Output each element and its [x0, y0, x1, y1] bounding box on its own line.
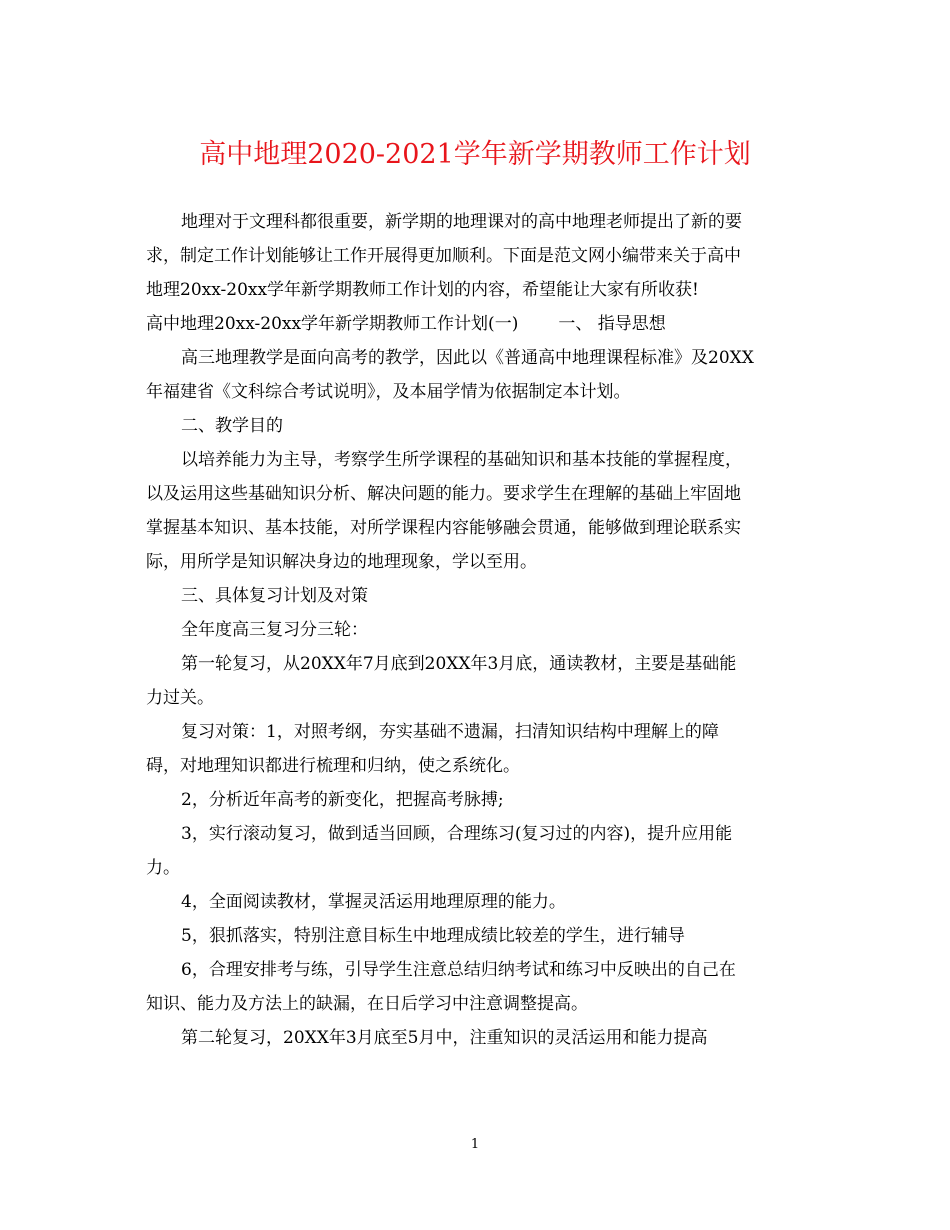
list-item: 5，狠抓落实，特别注意目标生中地理成绩比较差的学生，进行辅导 [181, 926, 685, 946]
list-item: 2，分析近年高考的新变化，把握高考脉搏; [181, 790, 504, 810]
section-heading-2: 二、教学目的 [181, 416, 283, 436]
paragraph-line: 高三地理教学是面向高考的教学，因此以《普通高中地理课程标准》及20XX [181, 348, 754, 368]
paragraph-line: 求，制定工作计划能够让工作开展得更加顺利。下面是范文网小编带来关于高中 [146, 246, 741, 266]
paragraph-line: 第二轮复习，20XX年3月底至5月中，注重知识的灵活运用和能力提高 [181, 1028, 708, 1048]
section-heading-line [146, 307, 816, 341]
section-heading-1: 一、 指导思想 [558, 314, 666, 334]
page-number: 1 [470, 1137, 480, 1152]
paragraph-line: 以培养能力为主导，考察学生所学课程的基础知识和基本技能的掌握程度， [181, 450, 742, 470]
paragraph-line: 力过关。 [146, 688, 214, 708]
list-item: 6，合理安排考与练，引导学生注意总结归纳考试和练习中反映出的自己在 [181, 960, 736, 980]
paragraph-line: 际，用所学是知识解决身边的地理现象，学以至用。 [146, 552, 537, 572]
list-item: 4，全面阅读教材，掌握灵活运用地理原理的能力。 [181, 892, 566, 912]
paragraph-line: 地理对于文理科都很重要，新学期的地理课对的高中地理老师提出了新的要 [181, 212, 742, 232]
paragraph-line: 掌握基本知识、基本技能，对所学课程内容能够融会贯通，能够做到理论联系实 [146, 518, 741, 538]
section-heading-3: 三、具体复习计划及对策 [181, 586, 368, 606]
document-title: 高中地理2020-2021学年新学期教师工作计划 [199, 139, 751, 170]
paragraph-line: 复习对策：1，对照考纲，夯实基础不遗漏，扫清知识结构中理解上的障 [181, 722, 719, 742]
paragraph-line: 年福建省《文科综合考试说明》，及本届学情为依据制定本计划。 [146, 382, 631, 402]
paragraph-line: 地理20xx-20xx学年新学期教师工作计划的内容，希望能让大家有所收获! [146, 280, 699, 300]
paragraph-line: 碍，对地理知识都进行梳理和归纳，使之系统化。 [146, 756, 520, 776]
document-body [146, 205, 816, 1055]
paragraph-line: 以及运用这些基础知识分析、解决问题的能力。要求学生在理解的基础上牢固地 [146, 484, 741, 504]
list-item: 3，实行滚动复习，做到适当回顾，合理练习(复习过的内容)，提升应用能 [181, 824, 733, 844]
paragraph-line: 力。 [146, 858, 180, 878]
paragraph-line: 第一轮复习，从20XX年7月底到20XX年3月底，通读教材，主要是基础能 [181, 654, 737, 674]
subtitle-text: 高中地理20xx-20xx学年新学期教师工作计划(一) [146, 314, 519, 334]
paragraph-line: 全年度高三复习分三轮： [181, 620, 368, 640]
paragraph-line: 知识、能力及方法上的缺漏，在日后学习中注意调整提高。 [146, 994, 588, 1014]
